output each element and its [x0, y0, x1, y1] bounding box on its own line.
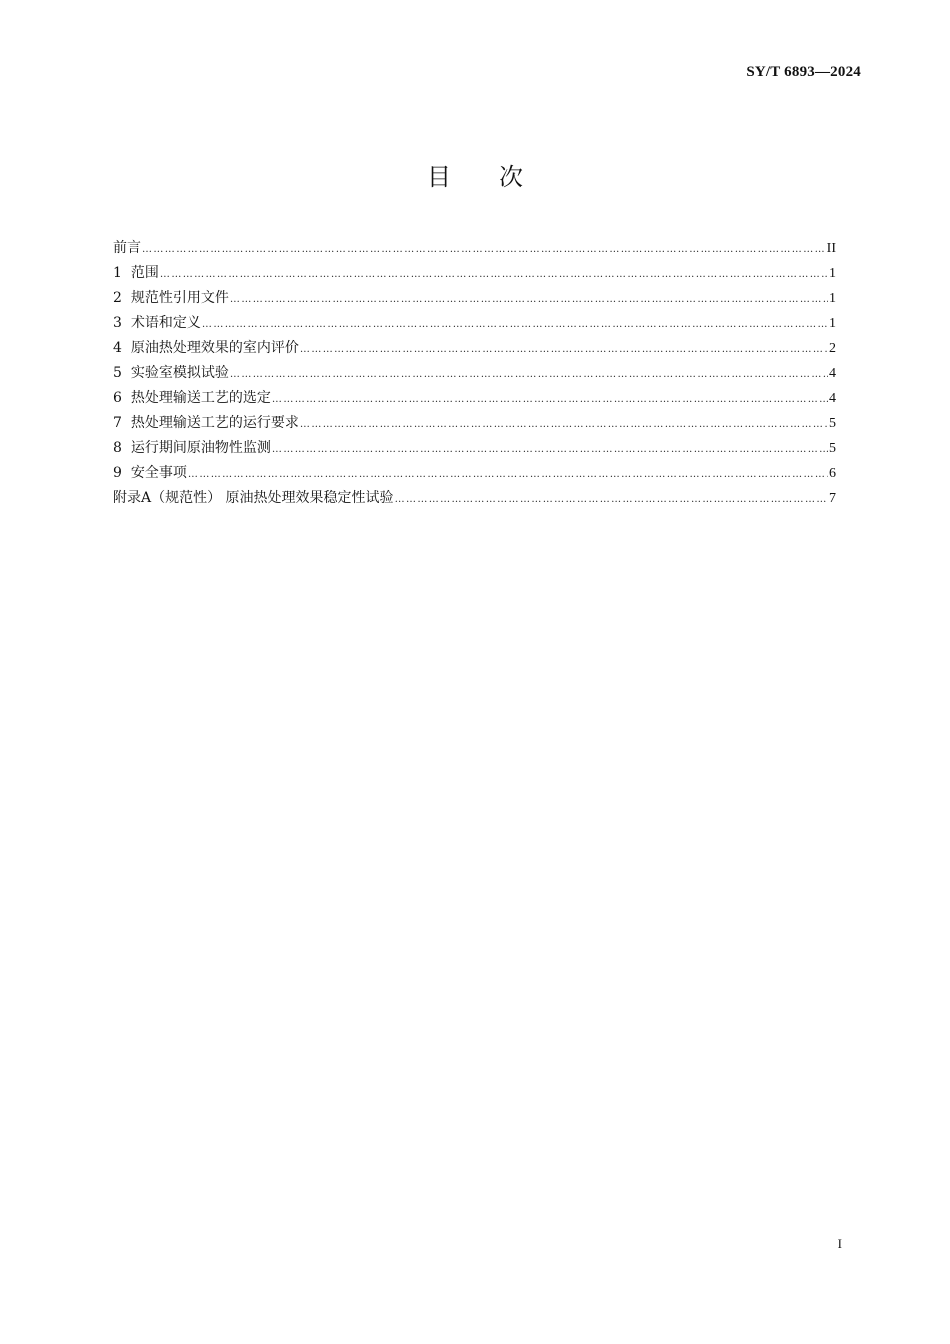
toc-entry-page: 5	[829, 441, 836, 456]
toc-entry-label: 原油热处理效果的室内评价	[130, 340, 299, 356]
toc-entry-number: 9	[113, 465, 122, 481]
toc-entry-property-monitoring[interactable]	[113, 436, 836, 461]
toc-entry-process-selection[interactable]	[113, 386, 836, 411]
toc-entry-number: 4	[113, 340, 122, 356]
toc-entry-number: 7	[113, 415, 122, 431]
toc-title: 目次	[427, 163, 571, 191]
toc-entry-appendix-a[interactable]	[113, 486, 836, 511]
toc-entry-operation-requirements[interactable]	[113, 411, 836, 436]
toc-entry-page: 5	[829, 416, 836, 431]
toc-dot-leader	[142, 237, 826, 262]
toc-entry-number: 8	[113, 440, 122, 456]
toc-dot-leader	[230, 362, 828, 387]
toc-entry-number: 2	[113, 290, 122, 306]
toc-dot-leader	[272, 437, 828, 462]
toc-entry-label: 术语和定义	[130, 315, 201, 331]
toc-entry-page: 4	[829, 391, 836, 406]
toc-entry-page: 7	[829, 491, 836, 506]
toc-entry-scope[interactable]	[113, 261, 836, 286]
toc-dot-leader	[160, 262, 828, 287]
toc-entry-safety[interactable]	[113, 461, 836, 486]
table-of-contents	[113, 236, 836, 511]
toc-entry-number: 6	[113, 390, 122, 406]
toc-entry-lab-simulation[interactable]	[113, 361, 836, 386]
toc-dot-leader	[202, 312, 828, 337]
toc-dot-leader	[188, 462, 828, 487]
toc-entry-page: 1	[829, 266, 836, 281]
toc-dot-leader	[230, 287, 828, 312]
toc-entry-page: II	[826, 241, 836, 256]
toc-entry-page: 6	[829, 466, 836, 481]
toc-entry-label: 实验室模拟试验	[130, 365, 229, 381]
toc-entry-number: 5	[113, 365, 122, 381]
toc-dot-leader	[395, 487, 828, 512]
toc-entry-normative-references[interactable]	[113, 286, 836, 311]
toc-entry-page: 1	[829, 316, 836, 331]
page-number: I	[837, 1236, 842, 1251]
toc-entry-page: 4	[829, 366, 836, 381]
toc-entry-terms-definitions[interactable]	[113, 311, 836, 336]
toc-entry-page: 1	[829, 291, 836, 306]
toc-entry-label: 附录A（规范性） 原油热处理效果稳定性试验	[113, 490, 394, 506]
toc-entry-label: 运行期间原油物性监测	[130, 440, 271, 456]
toc-entry-label: 热处理输送工艺的选定	[130, 390, 271, 406]
toc-dot-leader	[300, 412, 828, 437]
toc-entry-page: 2	[829, 341, 836, 356]
toc-entry-label: 安全事项	[130, 465, 187, 481]
standard-code: SY/T 6893—2024	[746, 64, 861, 80]
toc-entry-label: 前言	[113, 240, 141, 256]
toc-entry-foreword[interactable]	[113, 236, 836, 261]
toc-dot-leader	[300, 337, 828, 362]
toc-entry-number: 3	[113, 315, 122, 331]
toc-entry-label: 规范性引用文件	[130, 290, 229, 306]
toc-entry-label: 热处理输送工艺的运行要求	[130, 415, 299, 431]
toc-entry-number: 1	[113, 265, 122, 281]
toc-entry-lab-evaluation[interactable]	[113, 336, 836, 361]
toc-entry-label: 范围	[130, 265, 159, 281]
toc-dot-leader	[272, 387, 828, 412]
